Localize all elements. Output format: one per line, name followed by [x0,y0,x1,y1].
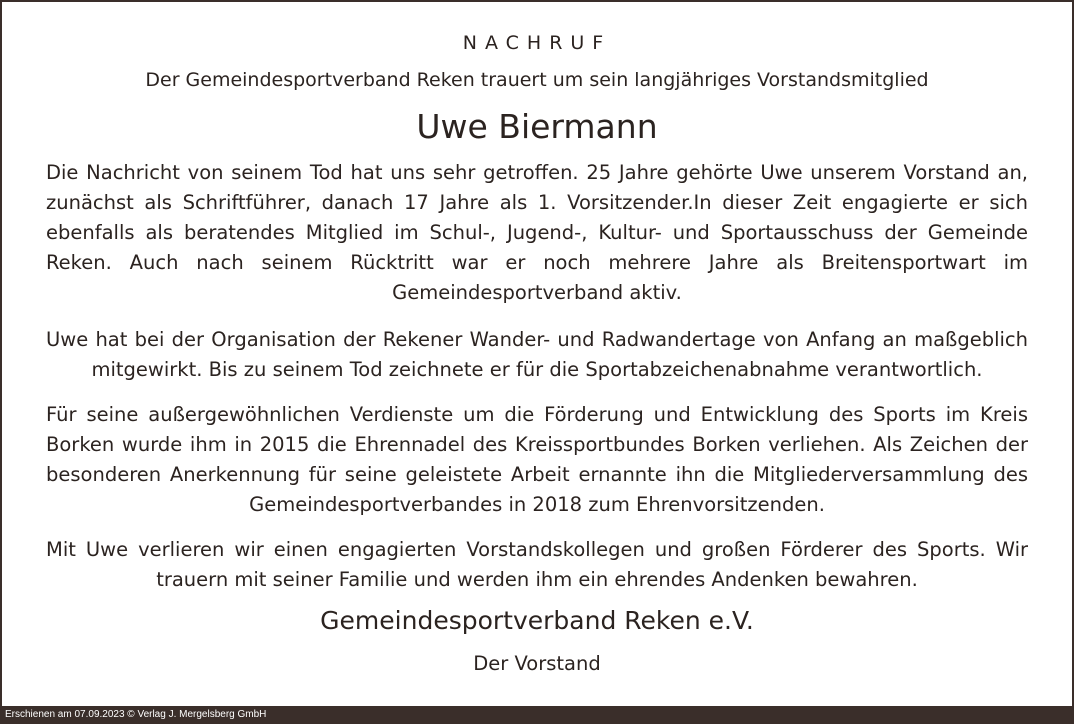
body-paragraph: Mit Uwe verlieren wir einen engagierten Vorstandskollegen und großen Förderer des Sports. Wir trauern mit seiner Familie und werden ihm ein ehrendes Andenken bewahren. [46,538,1028,591]
signatory: Der Vorstand [473,652,601,675]
organization-name: Gemeindesportverband Reken e.V. [320,606,754,635]
body-paragraph: Uwe hat bei der Organisation der Rekener Wander- und Radwandertage von Anfang an maßgeblich mitgewirkt. Bis zu seinem Tod zeichnete er für die Sportabzeichenabnahme verantwortlich. [46,328,1028,381]
body-paragraph: Für seine außergewöhnlichen Verdienste um die Förderung und Entwicklung des Sports im Kreis Borken wurde ihm in 2015 die Ehrennadel des Kreissportbundes Borken verliehen. Als Zeichen der besonderen Anerkennung für seine geleistete Arbeit ernannte ihn die Mitgliederversammlung des Gemeindesportverbandes in 2018 zum Ehrenvorsitzenden. [46,403,1028,516]
notice-heading: NACHRUF [462,32,612,54]
deceased-name: Uwe Biermann [416,107,658,146]
notice-intro: Der Gemeindesportverband Reken trauert um sein langjähriges Vorstandsmitglied [145,69,929,91]
body-paragraph: Die Nachricht von seinem Tod hat uns sehr getroffen. 25 Jahre gehörte Uwe unserem Vorstand an, zunächst als Schriftführer, danach 17 Jahre als 1. Vorsitzender.In dieser Zeit engagierte er sich ebenfalls als beratendes Mitglied im Schul-, Jugend-, Kultur- und Sportausschuss der Gemeinde Reken. Auch nach seinem Rücktritt war er noch mehrere Jahre als Breitensportwart im Gemeindesportverband aktiv. [46,161,1028,304]
publication-footer: Erschienen am 07.09.2023 © Verlag J. Mergelsberg GmbH [0,706,1074,724]
